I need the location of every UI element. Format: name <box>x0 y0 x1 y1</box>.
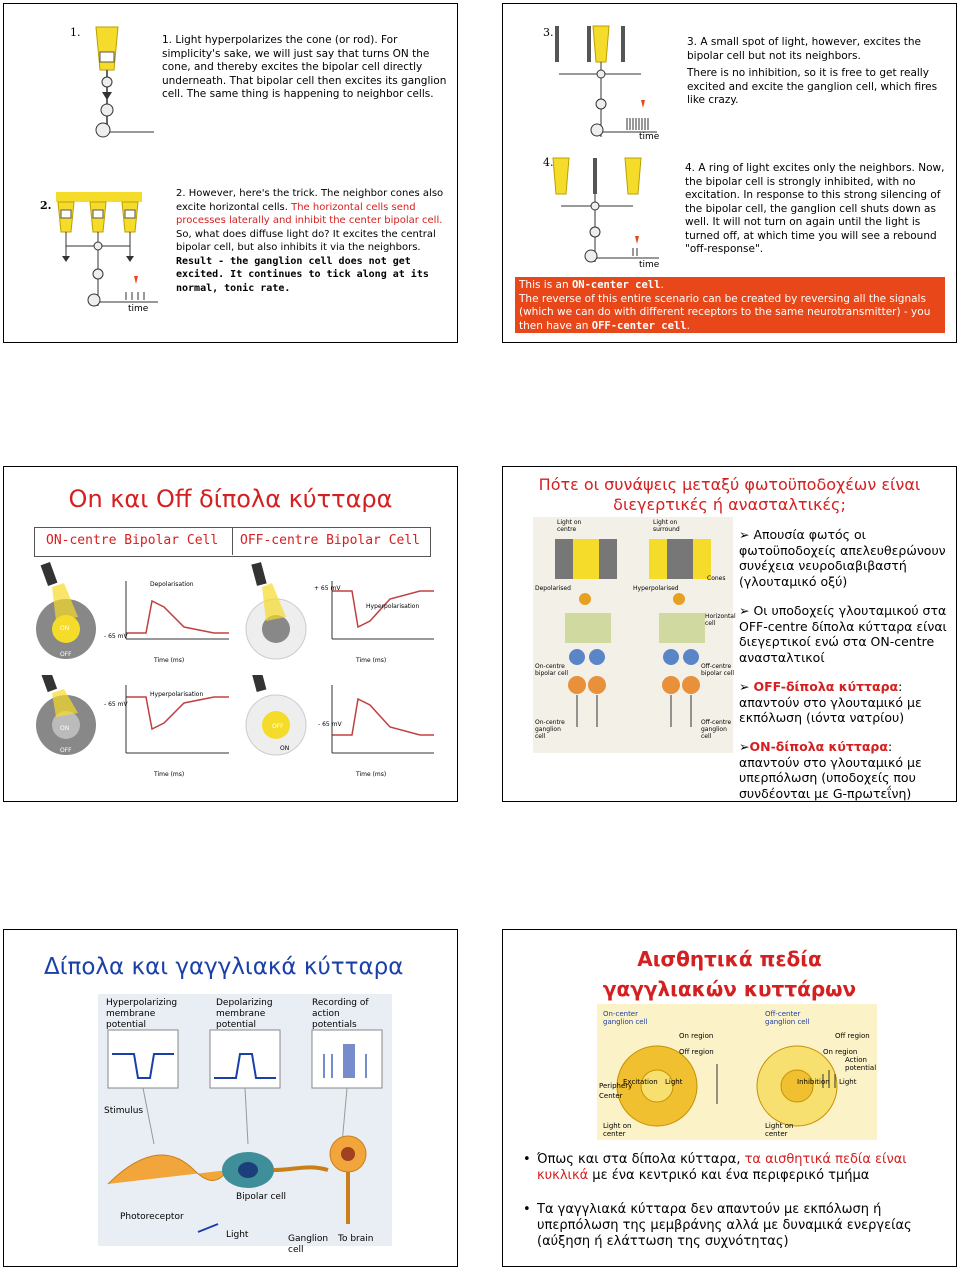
step-2-part-a: 2. However, here's the trick. The neighbor cones also excite horizontal cells. <box>176 188 444 213</box>
off-center-cell-label: Off-center ganglion cell <box>765 1010 810 1026</box>
arrow-bullet-icon: ➢ <box>739 679 754 694</box>
bullet-4-highlight: ON-δίπολα κύτταρα <box>749 739 888 754</box>
photoreceptor-label: Photoreceptor <box>120 1212 184 1222</box>
excitation-label: Excitation <box>623 1078 658 1086</box>
slide-receptive-fields <box>502 929 957 1267</box>
step-3-part-a: 3. A small spot of light, however, excites the bipolar cell but not its neighbors. <box>687 36 922 62</box>
time-ms-label-4: Time (ms) <box>356 771 387 778</box>
bullet-3-highlight: OFF-δίπολα κύτταρα <box>753 679 899 694</box>
stimulus-label: Stimulus <box>104 1106 144 1116</box>
conclusion-line-2 <box>519 293 941 334</box>
fig-label-off-bipolar: Off-centre bipolar cell <box>701 663 734 677</box>
fig-light-surround-label: Light on surround <box>653 519 680 533</box>
fig-label-on-bipolar: On-centre bipolar cell <box>535 663 568 677</box>
arrow-bullet-icon: ➢ <box>739 739 750 754</box>
dot-bullet-icon: • <box>523 1152 531 1167</box>
conclusion-bar <box>515 277 945 333</box>
slide-f-title: Αισθητικά πεδία γαγγλιακών κυττάρων <box>602 947 857 1001</box>
light-on-center-label-2: Light on center <box>765 1122 794 1138</box>
on-label-2: ON <box>60 725 70 732</box>
off-region-label-2: Off region <box>835 1032 870 1040</box>
retina-diagram-4 <box>549 154 669 272</box>
off-region-label: Off region <box>679 1048 714 1056</box>
fig-label-on-ganglion: On-centre ganglion cell <box>535 719 565 740</box>
off-label-1: OFF <box>60 651 72 658</box>
bullet-4-text: : απαντούν στο γλουταμικό με υπερπόλωση (υποδοχείς που συνδέονται με G-πρωτεΐνη) <box>739 739 922 801</box>
fig-label-cones: Cones <box>707 575 726 582</box>
depol-label-1: Depolarisation <box>150 581 194 588</box>
bullet-1-text: Απουσία φωτός οι φωτοϋποδοχείς απελευθερώνουν συνέχεια νευροδιαβιβαστή (γλουταμικό οξύ) <box>739 527 946 589</box>
fig-label-off-ganglion: Off-centre ganglion cell <box>701 719 732 740</box>
slide-retina-circuit-2 <box>502 3 957 343</box>
time-label-3: time <box>639 132 660 142</box>
rf-bullet-2 <box>523 1202 945 1250</box>
arrow-bullet-icon: ➢ <box>739 527 754 542</box>
periphery-label: Periphery <box>599 1082 633 1090</box>
light-label-f2: Light <box>839 1078 857 1086</box>
bullet-3 <box>739 679 949 726</box>
conclusion-period-2: . <box>686 319 690 332</box>
time-ms-label-3: Time (ms) <box>154 771 185 778</box>
on-center-term: ON-center cell <box>571 279 661 291</box>
step-2-result: Result - the ganglion cell does not get excited. It continues to tick along at its normal, tonic rate. <box>176 255 429 294</box>
off-centre-light-center-figure <box>236 561 436 667</box>
off-centre-header: OFF-centre Bipolar Cell <box>240 533 421 548</box>
time-ms-label-1: Time (ms) <box>154 657 185 664</box>
fig-label-horizontal: Horizontal cell <box>705 613 736 627</box>
fig-light-centre-label: Light on centre <box>557 519 582 533</box>
on-center-cell-label: On-center ganglion cell <box>603 1010 648 1026</box>
fig-label-depolarised: Depolarised <box>535 585 571 592</box>
step-3-part-b: There is no inhibition, so it is free to get really excited and excite the ganglion cell, which fires like crazy. <box>687 67 938 106</box>
rf-bullet-1-c: με ένα κεντρικό και ένα περιφερικό τμήμα <box>588 1168 870 1183</box>
bipolar-ganglion-figure <box>98 994 392 1246</box>
to-brain-label: To brain <box>338 1234 374 1244</box>
inhibition-label: Inhibition <box>797 1078 830 1086</box>
mv-label-2: + 65 mV <box>314 585 341 592</box>
hyperpol-label-1: Hyperpolarisation <box>366 603 420 610</box>
mv-label-4: - 65 mV <box>318 721 342 728</box>
conclusion-line-1 <box>519 279 941 293</box>
off-label-3: OFF <box>272 723 284 730</box>
fig-label-hyperpolarised: Hyperpolarised <box>633 585 679 592</box>
ganglion-label: Ganglion cell <box>288 1234 329 1255</box>
slide-bipolar-ganglion <box>3 929 458 1267</box>
on-label-1: ON <box>60 625 70 632</box>
bipolar-label: Bipolar cell <box>236 1192 286 1202</box>
slide-e-title: Δίπολα και γαγγλιακά κύτταρα <box>44 954 404 980</box>
hyperpol-membrane-label: Hyperpolarizing membrane potential <box>106 998 178 1030</box>
arrow-bullet-icon: ➢ <box>739 603 754 618</box>
step-3-text <box>687 36 951 108</box>
photoreceptor-synapse-figure <box>533 517 736 753</box>
slide-synapse-types <box>502 466 957 802</box>
time-label-4: time <box>639 260 660 270</box>
slide-on-off-bipolar <box>3 466 458 802</box>
off-centre-light-surround-figure <box>236 675 436 781</box>
step-number-2: 2. <box>40 199 52 212</box>
rf-bullet-1-a: Όπως και στα δίπολα κύτταρα, <box>537 1152 745 1167</box>
conclusion-prefix: This is an <box>519 279 572 291</box>
step-number-4: 4. <box>543 156 554 169</box>
action-potentials-label: Recording of action potentials <box>312 998 369 1030</box>
mv-label-1: - 65 mV <box>104 633 128 640</box>
step-1-text: 1. Light hyperpolarizes the cone (or rod). For simplicity's sake, we will just say that turns ON the cone, and thereby excites the bipolar cell directly underneath. That bipolar cell then excites its ganglion cell. The same thing is happening to neighbor cells. <box>162 34 447 100</box>
step-2-text <box>176 187 454 295</box>
rf-bullet-2-text: Τα γαγγλιακά κύτταρα δεν απαντούν με εκπόλωση ή υπερπόλωση της μεμβράνης αλλά με δυναμικά ενεργείας (αύξηση ή ελάττωση της συχνότητας) <box>537 1202 912 1249</box>
off-center-term: OFF-center cell <box>591 319 687 332</box>
light-label: Light <box>226 1230 249 1240</box>
retina-diagram-1 <box>78 22 160 142</box>
retina-diagram-3 <box>553 22 663 147</box>
time-label-2: time <box>128 304 149 314</box>
on-centre-header: ON-centre Bipolar Cell <box>46 533 219 548</box>
bullet-1 <box>739 527 949 589</box>
depol-membrane-label: Depolarizing membrane potential <box>216 998 273 1030</box>
step-2-part-c: So, what does diffuse light do? It excites the central bipolar cell, but also inhibits it via the neighbors. <box>176 228 436 253</box>
conclusion-body: The reverse of this entire scenario can be created by reversing all the signals (which we can do with different receptors to the same neurotransmitter) - you then have an <box>519 292 931 332</box>
light-label-f: Light <box>665 1078 683 1086</box>
time-ms-label-2: Time (ms) <box>356 657 387 664</box>
step-number-1: 1. <box>70 26 81 39</box>
retina-diagram-2 <box>54 188 164 318</box>
slide-c-title: On και Off δίπολα κύτταρα <box>68 485 393 513</box>
action-potential-label: Action potential <box>845 1056 877 1072</box>
dot-bullet-icon: • <box>523 1202 531 1217</box>
bullet-3-text: : απαντούν στο γλουταμικό με εκπόλωση (ιόντα νατρίου) <box>739 679 922 725</box>
bullet-2 <box>739 603 949 665</box>
light-on-center-label: Light on center <box>603 1122 632 1138</box>
column-separator <box>232 527 233 555</box>
step-4-text: 4. A ring of light excites only the neighbors. Now, the bipolar cell is strongly inhibited, with no excitation. In response to this strong silencing of the bipolar cell, the ganglion cell shuts down as well. It will not turn on again until the light is turned off, at which time you will see a rebound "off-response". <box>685 162 945 255</box>
rf-bullet-1-highlight: τα αισθητικά πεδία είναι κυκλικά <box>537 1152 907 1183</box>
slide-d-title: Πότε οι συνάψεις μεταξύ φωτοϋποδοχέων είναι διεγερτικές ή ανασταλτικές; <box>538 475 921 514</box>
conclusion-period: . <box>660 279 664 291</box>
hyperpol-label-2: Hyperpolarisation <box>150 691 204 698</box>
mv-label-3: - 65 mV <box>104 701 128 708</box>
bullet-2-text: Οι υποδοχείς γλουταμικού στα OFF-centre δίπολα κύτταρα είναι διεγερτικοί ενώ στα ON-centre ανασταλτικοί <box>739 603 947 665</box>
step-2-part-b: The horizontal cells send processes laterally and inhibit the center bipolar cell. <box>176 201 443 226</box>
on-label-3: ON <box>280 745 290 752</box>
slide-retina-circuit-1 <box>3 3 458 343</box>
center-label: Center <box>599 1092 623 1100</box>
rf-bullet-1 <box>523 1152 945 1184</box>
on-region-label: On region <box>679 1032 714 1040</box>
off-label-2: OFF <box>60 747 72 754</box>
bullet-4 <box>739 739 949 801</box>
step-number-3: 3. <box>543 26 554 39</box>
on-region-label-2: On region <box>823 1048 858 1056</box>
